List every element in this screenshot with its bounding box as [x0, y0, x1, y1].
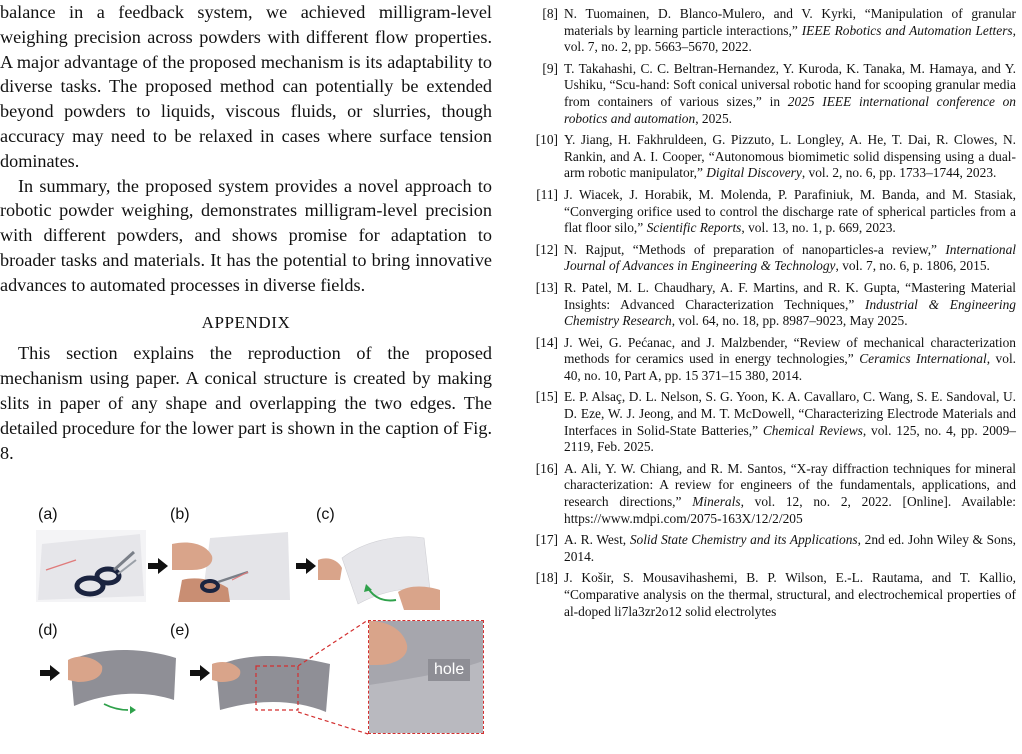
reference-authors-title: R. Patel, M. L. Chaudhary, A. F. Martins, and R. K. Gupta, “Mastering Material Insights: Advanced Characterization Techniques,” [564, 279, 1016, 312]
reference-details: , vol. 12, no. 2, 2022. [Online]. Available: https://www.mdpi.com/2075-163X/12/2/205 [564, 494, 1017, 526]
reference-item [528, 570, 1016, 620]
reference-details: , vol. 7, no. 6, p. 1806, 2015. [835, 258, 990, 274]
reference-number: [11] [536, 186, 558, 202]
body-paragraph-1: balance in a feedback system, we achieved milligram-level weighing precision across powders with different flow properties. A major advantage of the proposed mechanism is its adaptability to diverse tasks. The proposed method can potentially be extended beyond powders to liquids, viscous fluids, or slurries, though accuracy may need to be relaxed in cases where surface tension dominates. [0, 2, 492, 171]
reference-venue: Solid State Chemistry and its Applications [629, 532, 858, 548]
reference-authors-title: A. Ali, Y. W. Chiang, and R. M. Santos, “X-ray diffraction techniques for mineral characterization: A review for engineers of the fundamentals, applications, and research directions,” [564, 460, 1016, 510]
reference-number: [18] [535, 570, 558, 586]
reference-venue: Digital Discovery [706, 165, 802, 181]
reference-text [564, 570, 1016, 618]
reference-number: [16] [535, 460, 558, 476]
reference-text [564, 132, 1016, 180]
reference-details: , 2nd ed. John Wiley & Sons, 2014. [564, 532, 1017, 564]
photo-b-cutting-slit [172, 530, 292, 602]
reference-number: [15] [535, 389, 558, 405]
reference-item [528, 242, 1016, 275]
reference-details: , vol. 13, no. 1, p. 669, 2023. [741, 220, 896, 236]
reference-authors-title: Y. Jiang, H. Fakhruldeen, G. Pizzuto, L. Longley, A. He, T. Dai, R. Clowes, N. Rankin, and A. I. Cooper, “Autonomous biomimetic solid dispensing using a dual-arm robotic manipulator,” [564, 132, 1016, 181]
photo-a-paper-scissors [36, 530, 146, 602]
reference-venue: Chemical Reviews [762, 422, 863, 438]
reference-authors-title: N. Rajput, “Methods of preparation of nanoparticles-a review,” [564, 241, 946, 257]
body-paragraph-2: In summary, the proposed system provides a novel approach to robotic powder weighing, demonstrates milligram-level precision with different powders, and shows promise for adaptation to broader tasks and materials. It has the potential to bring innovative advances to automated processes in diverse fields. [0, 175, 492, 295]
left-column [0, 0, 492, 465]
panel-label-b: (b) [170, 506, 190, 523]
reference-item [528, 461, 1016, 527]
reference-number: [13] [535, 279, 558, 295]
reference-venue: IEEE Robotics and Automation Letters [801, 22, 1013, 38]
zoom-connector [298, 618, 370, 743]
step-arrow-icon [190, 665, 210, 686]
reference-text [564, 61, 1016, 126]
reference-venue: Scientific Reports [646, 220, 742, 236]
appendix-heading: APPENDIX [201, 312, 291, 332]
photo-d-cone-forming [64, 640, 178, 722]
reference-authors-title: E. P. Alsaç, D. L. Nelson, S. G. Yoon, K. A. Cavallaro, C. Wang, S. E. Sandoval, U. D. Eze, W. J. Jeong, and M. T. McDowell, “Characterizing Electrode Materials and Interfaces in Solid-State Batteries,” [564, 389, 1016, 438]
reference-venue: 2025 IEEE international conference on robotics and automation [564, 93, 1017, 126]
reference-item [528, 132, 1016, 182]
reference-text [564, 335, 1016, 383]
reference-text [564, 280, 1016, 328]
reference-details: , vol. 40, no. 10, Part A, pp. 15 371–15 380, 2014. [564, 351, 1017, 383]
reference-item [528, 6, 1016, 56]
panel-label-d: (d) [38, 622, 58, 639]
reference-venue: Ceramics International [859, 351, 987, 367]
reference-number: [12] [535, 241, 558, 257]
reference-number: [9] [542, 60, 558, 76]
body-paragraph-3: This section explains the reproduction of the proposed mechanism using paper. A conical structure is created by making slits in paper of any shape and overlapping the two edges. The detailed procedure for the lower part is shown in the caption of Fig. 8. [0, 343, 492, 463]
hole-label: hole [428, 659, 470, 681]
reference-authors-title: A. R. West, [564, 532, 630, 548]
reference-number: [10] [535, 132, 558, 148]
reference-item [528, 61, 1016, 127]
step-arrow-icon [40, 665, 60, 686]
reference-authors-title: J. Wei, G. Pećanac, and J. Malzbender, “Review of mechanical characterization methods for ceramics used in energy technologies,” [564, 334, 1016, 367]
reference-details: , vol. 125, no. 4, pp. 2009–2119, Feb. 2025. [564, 422, 1017, 455]
panel-label-c: (c) [316, 506, 335, 523]
figure-8 [0, 500, 492, 754]
reference-item [528, 532, 1016, 565]
reference-text [564, 242, 1016, 274]
reference-text [564, 532, 1016, 564]
reference-number: [17] [535, 532, 558, 548]
reference-venue: Minerals [692, 494, 741, 510]
step-arrow-icon [148, 558, 168, 579]
panel-label-e: (e) [170, 622, 190, 639]
reference-details: , vol. 64, no. 18, pp. 8987–9023, May 2025. [671, 313, 908, 329]
reference-item [528, 389, 1016, 455]
reference-authors-title: T. Takahashi, C. C. Beltran-Hernandez, Y. Kuroda, K. Tanaka, M. Hamaya, and Y. Ushiku, “Scu-hand: Soft conical universal robotic hand for scooping granular media from containers of various sizes,” in [564, 60, 1016, 109]
reference-text [564, 389, 1016, 454]
reference-authors-title: J. Wiacek, J. Horabik, M. Molenda, P. Parafiniuk, M. Banda, and M. Stasiak, “Converging orifice used to control the discharge rate of spherical particles from a flat floor silo,” [564, 186, 1016, 236]
reference-details: , vol. 7, no. 2, pp. 5663–5670, 2022. [564, 22, 1017, 55]
reference-item [528, 187, 1016, 237]
reference-item [528, 335, 1016, 385]
reference-item [528, 280, 1016, 330]
reference-text [564, 6, 1016, 54]
reference-venue: Industrial & Engineering Chemistry Research [564, 296, 1016, 329]
reference-details: , vol. 2, no. 6, pp. 1733–1744, 2023. [801, 165, 997, 181]
reference-number: [14] [535, 334, 558, 350]
references-list [528, 6, 1016, 625]
reference-authors-title: J. Košir, S. Mousavihashemi, B. P. Wilson, E.-L. Rautama, and T. Kallio, “Comparative analysis on the thermal, structural, and electrochemical properties of al-doped li7la3zr2o12 solid electrolytes [564, 570, 1016, 619]
reference-details: , 2025. [695, 110, 733, 126]
reference-venue: International Journal of Advances in Engineering & Technology [564, 241, 1016, 274]
reference-text [564, 187, 1016, 235]
step-arrow-icon [296, 558, 316, 579]
reference-number: [8] [542, 6, 558, 21]
reference-text [564, 461, 1016, 526]
reference-authors-title: N. Tuomainen, D. Blanco-Mulero, and V. Kyrki, “Manipulation of granular materials by learning particle interactions,” [564, 6, 1016, 38]
panel-label-a: (a) [38, 506, 58, 523]
photo-c-overlap-edges [318, 530, 440, 610]
